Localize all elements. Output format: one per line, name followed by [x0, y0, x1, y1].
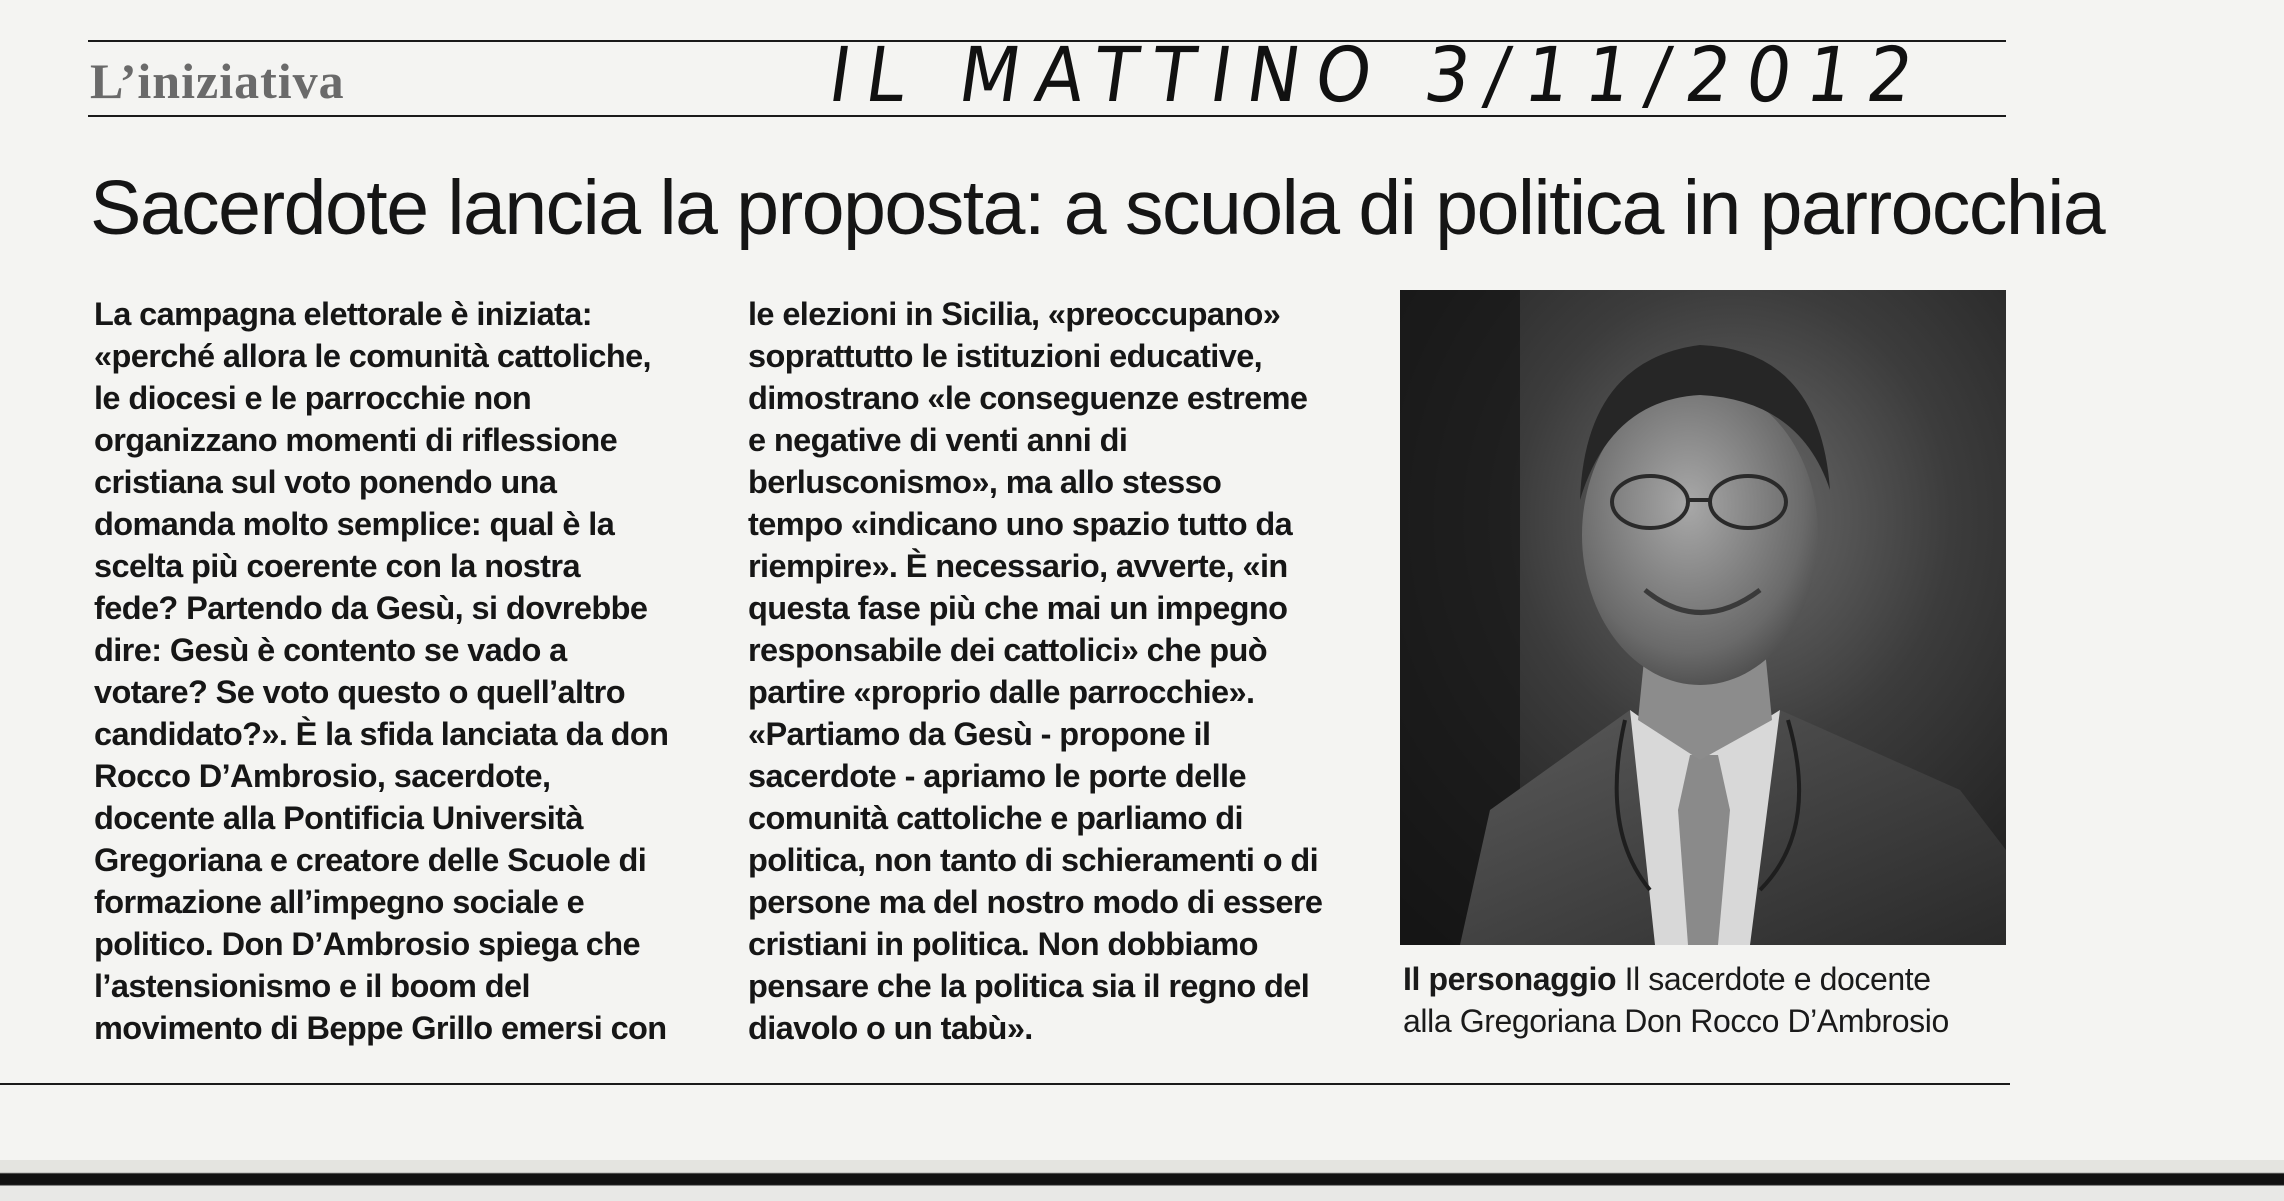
text-line: questa fase più che mai un impegno	[748, 590, 1288, 626]
article-column-1	[94, 293, 734, 1049]
text-line: politico. Don D’Ambrosio spiega che	[94, 926, 641, 962]
caption-text: Il sacerdote e docente	[1624, 961, 1931, 997]
caption-line-2: alla Gregoriana Don Rocco D’Ambrosio	[1403, 1003, 1949, 1039]
handwritten-date-note: IL MATTINO 3/11/2012	[823, 30, 1935, 120]
caption-lead: Il personaggio	[1403, 961, 1617, 997]
text-line: cristiani in politica. Non dobbiamo	[748, 926, 1258, 962]
text-line: e negative di venti anni di	[748, 422, 1128, 458]
text-line: Gregoriana e creatore delle Scuole di	[94, 842, 647, 878]
text-line: le elezioni in Sicilia, «preoccupano»	[748, 296, 1281, 332]
text-line: votare? Se voto questo o quell’altro	[94, 674, 625, 710]
portrait-photo	[1400, 290, 2006, 945]
text-line: l’astensionismo e il boom del	[94, 968, 530, 1004]
text-line: formazione all’impegno sociale e	[94, 884, 585, 920]
text-line: partire «proprio dalle parrocchie».	[748, 674, 1255, 710]
text-line: le diocesi e le parrocchie non	[94, 380, 532, 416]
text-line: Rocco D’Ambrosio, sacerdote,	[94, 758, 551, 794]
text-line: cristiana sul voto ponendo una	[94, 464, 557, 500]
text-line: domanda molto semplice: qual è la	[94, 506, 615, 542]
text-line: soprattutto le istituzioni educative,	[748, 338, 1263, 374]
text-line: organizzano momenti di riflessione	[94, 422, 618, 458]
text-line: fede? Partendo da Gesù, si dovrebbe	[94, 590, 648, 626]
text-line: riempire». È necessario, avverte, «in	[748, 548, 1288, 584]
bottom-rule	[0, 1083, 2010, 1085]
text-line: «Partiamo da Gesù - propone il	[748, 716, 1211, 752]
text-line: La campagna elettorale è iniziata:	[94, 296, 592, 332]
photo-caption	[1403, 958, 2013, 1042]
text-line: dire: Gesù è contento se vado a	[94, 632, 567, 668]
text-line: movimento di Beppe Grillo emersi con	[94, 1010, 667, 1046]
text-line: candidato?». È la sfida lanciata da don	[94, 716, 669, 752]
caption-line-1	[1403, 958, 2013, 1000]
text-line: politica, non tanto di schieramenti o di	[748, 842, 1319, 878]
headline: Sacerdote lancia la proposta: a scuola di politica in parrocchia	[90, 165, 2105, 251]
text-line: berlusconismo», ma allo stesso	[748, 464, 1222, 500]
text-line: dimostrano «le conseguenze estreme	[748, 380, 1308, 416]
section-label: L’iniziativa	[90, 53, 345, 109]
text-line: scelta più coerente con la nostra	[94, 548, 580, 584]
text-line: tempo «indicano uno spazio tutto da	[748, 506, 1293, 542]
text-line: responsabile dei cattolici» che può	[748, 632, 1268, 668]
text-line: comunità cattoliche e parliamo di	[748, 800, 1243, 836]
next-article-edge	[0, 1160, 2284, 1201]
article-column-2	[748, 293, 1388, 1049]
text-line: docente alla Pontificia Università	[94, 800, 583, 836]
text-line: persone ma del nostro modo di essere	[748, 884, 1323, 920]
text-line: sacerdote - apriamo le porte delle	[748, 758, 1246, 794]
text-line: «perché allora le comunità cattoliche,	[94, 338, 651, 374]
text-line: diavolo o un tabù».	[748, 1010, 1033, 1046]
text-line: pensare che la politica sia il regno del	[748, 968, 1310, 1004]
